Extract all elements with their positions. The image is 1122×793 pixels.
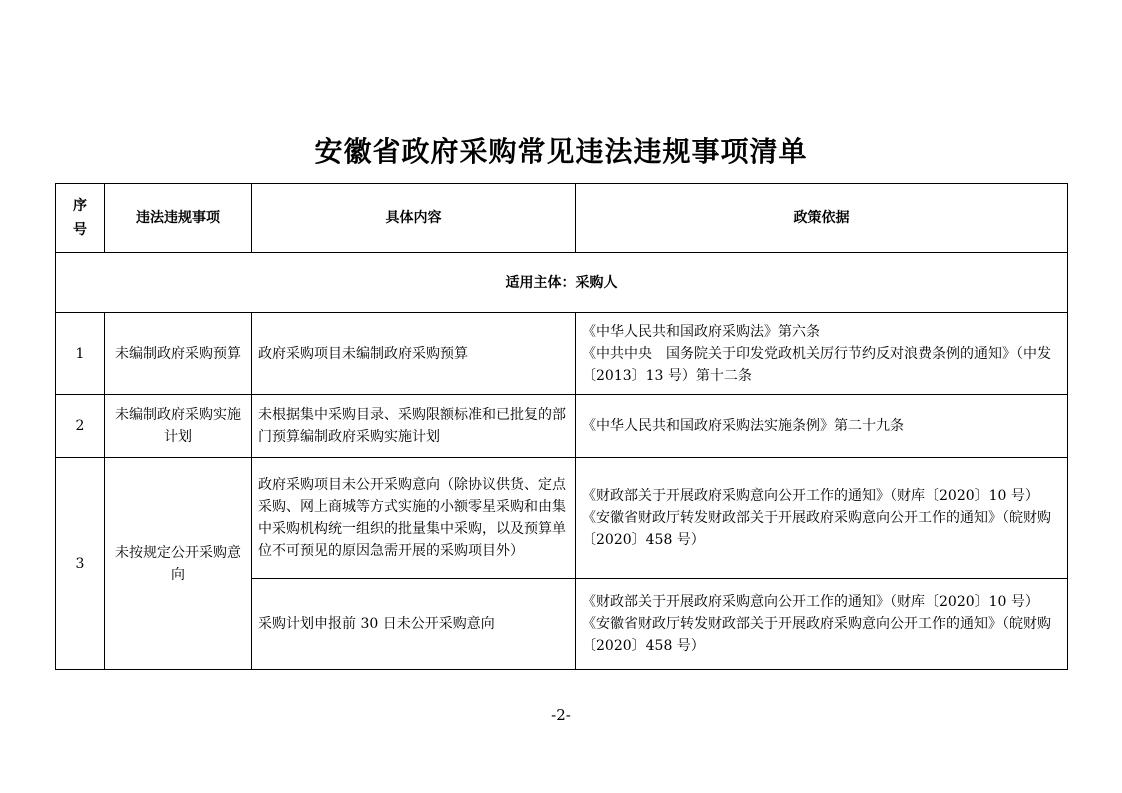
policy-basis (576, 579, 1068, 670)
policy-basis (576, 458, 1068, 579)
row-number: 3 (56, 458, 105, 670)
table-row (56, 395, 1068, 458)
violations-table (55, 183, 1068, 670)
basis-line: 《中华人民共和国政府采购法实施条例》第二十九条 (582, 418, 904, 434)
basis-line: 《安徽省财政厅转发财政部关于开展政府采购意向公开工作的通知》（皖财购〔2020〕458 号） (582, 510, 1051, 548)
header-basis: 政策依据 (576, 184, 1068, 253)
row-number: 1 (56, 313, 105, 395)
table-row (56, 458, 1068, 579)
table-header-row (56, 184, 1068, 253)
basis-line: 《财政部关于开展政府采购意向公开工作的通知》（财库〔2020〕10 号） (582, 488, 1039, 504)
section-label: 适用主体：采购人 (56, 253, 1068, 313)
page-number: -2- (551, 706, 571, 724)
violation-content: 未根据集中采购目录、采购限额标准和已批复的部门预算编制政府采购实施计划 (252, 395, 576, 458)
violation-content: 政府采购项目未公开采购意向（除协议供货、定点采购、网上商城等方式实施的小额零星采购和由集中采购机构统一组织的批量集中采购，以及预算单位不可预见的原因急需开展的采购项目外） (252, 458, 576, 579)
policy-basis (576, 313, 1068, 395)
violation-item: 未编制政府采购预算 (105, 313, 252, 395)
basis-line: 《财政部关于开展政府采购意向公开工作的通知》（财库〔2020〕10 号） (582, 594, 1039, 610)
basis-line: 《安徽省财政厅转发财政部关于开展政府采购意向公开工作的通知》（皖财购〔2020〕458 号） (582, 616, 1051, 654)
page-title: 安徽省政府采购常见违法违规事项清单 (314, 135, 808, 168)
row-number: 2 (56, 395, 105, 458)
header-item: 违法违规事项 (105, 184, 252, 253)
policy-basis (576, 395, 1068, 458)
section-row (56, 253, 1068, 313)
header-content: 具体内容 (252, 184, 576, 253)
violation-item: 未编制政府采购实施计划 (105, 395, 252, 458)
violation-content: 采购计划申报前 30 日未公开采购意向 (252, 579, 576, 670)
basis-line: 《中共中央 国务院关于印发党政机关厉行节约反对浪费条例的通知》（中发〔2013〕13 号）第十二条 (582, 345, 1051, 384)
violation-content: 政府采购项目未编制政府采购预算 (252, 313, 576, 395)
basis-line: 《中华人民共和国政府采购法》第六条 (582, 323, 820, 340)
header-no: 序号 (56, 184, 105, 253)
table-row (56, 313, 1068, 395)
violation-item: 未按规定公开采购意向 (105, 458, 252, 670)
